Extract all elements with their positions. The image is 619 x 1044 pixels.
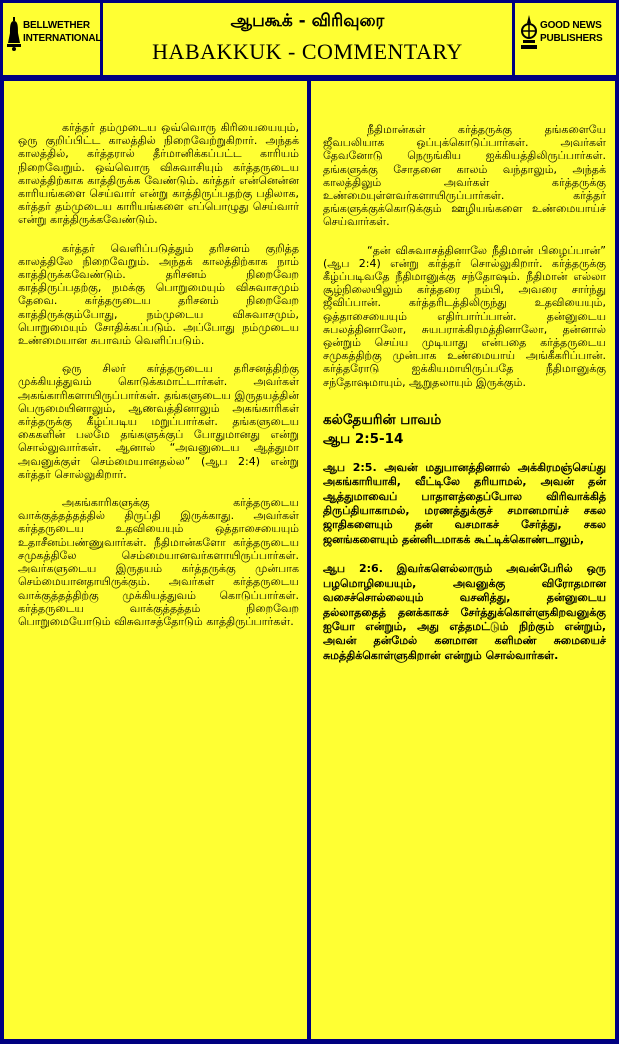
right-column — [311, 81, 615, 1039]
bellwether-logo — [3, 3, 103, 75]
paragraph: அகங்காரிகளுக்கு கர்த்தருடைய வாக்குத்தத்தத்தில் திருப்தி இருக்காது. அவர்கள் கர்த்தருடைய உதவியையும் ஒத்தாசையையும் உதாசீனம்பண்ணுவார்கள். நீதிமான்களோ கர்த்தருடைய சமுகத்திலே செம்மையானவர்களாயிருப்பார்கள். அவர்களுடைய இருதயம் கர்த்தருக்கு முன்பாக செம்மையானதாயிருக்கும். அவர்கள் கர்த்தருடைய வாக்குத்தத்திற்கு முக்கியத்துவம் கொடுப்பார்கள். கர்த்தருடைய வாக்குத்தத்தம் நிறைவேற பொறுமையோடும் விசுவாசத்தோடும் காத்திருப்பார்கள். — [18, 496, 299, 628]
paragraph: கர்த்தர் தம்முடைய ஒவ்வொரு கிரியையையும், ஒரு குறிப்பிட்ட காலத்தில் நிறைவேற்றுகிறார். அந்தக் காலத்தில், கர்த்தரால் தீர்மானிக்கப்பட்ட காரியம் நிறைவேறும். ஒவ்வொரு விசுவாசியும் கர்த்தருடைய காலத்திற்காக காத்திருக்க வேண்டும். கர்த்தர் என்னென்ன காரியங்களை செய்வார் என்று காத்திருப்பதற்கு பதிலாக, கர்த்தர் தம்முடைய காரியங்களை எப்பொழுது செய்வார் என்று காத்திருக்கவேண்டும். — [18, 121, 299, 227]
title-tamil: ஆபகூக் - விரிவுரை — [230, 11, 385, 31]
scripture-verse: ஆப 2:5. அவன் மதுபானத்தினால் அக்கிரமஞ்செய்து அகங்காரியாகி, வீட்டிலே தரியாமல், அவன் தன் ஆத்துமாவைப் பாதாளத்தைப்போல விரிவாக்கித் திருப்தியாகாமல், மரணத்துக்குச் சமானமாய்ச் சகல ஜாதிகளையும் தன் வசமாகச் சேர்த்து, சகல ஜனங்களையும் தன்னிடமாகக் கூட்டிக்கொண்டாலும், — [323, 460, 606, 546]
section-heading-reference: ஆப 2:5-14 — [323, 430, 404, 447]
paragraph: ஒரு சிலர் கர்த்தருடைய தரிசனத்திற்கு முக்கியத்துவம் கொடுக்கமாட்டார்கள். அவர்கள் அகங்காரிகளாயிருப்பார்கள். தங்களுடைய இருதயத்தின் பெருமையினாலும், ஆணவத்தினாலும் அகங்காரிகள் கர்த்தருக்கு கீழ்ப்படிய மறுப்பார்கள். தங்களுடைய கைகளின் பலமே தங்களுக்குப் போதுமானது என்று சொல்லுவார்கள். ஆனால் “அவனுடைய ஆத்துமா அவனுக்குள் செம்மையானதல்ல” (ஆப 2:4) என்று கர்த்தர் சொல்லுகிறார். — [18, 362, 299, 481]
bell-icon — [7, 17, 21, 51]
paragraph: “தன் விசுவாசத்தினாலே நீதிமான் பிழைப்பான்” (ஆப 2:4) என்று கர்த்தர் சொல்லுகிறார். கர்த்தருக்கு கீழ்ப்படிவதே நீதிமானுக்கு சந்தோஷம். நீதிமான் எல்லா சூழ்நிலையிலும் கர்த்தரை நம்பி, அவரை சார்ந்து ஜீவிப்பான். கர்த்தரிடத்திலிருந்து உதவியையும், ஒத்தாசையையும் எதிர்பார்ப்பான். தன்னுடைய சுபலத்தினாலோ, சுயபராக்கிரமத்தினாலோ, தன்னால் ஒன்றும் செய்ய முடியாது என்பதை கர்த்தருடைய சமுகத்திற்கு முன்பாக உண்மையாய் அங்கீகரிப்பான். கர்த்தரோடு ஐக்கியமாயிருப்பதே நீதிமானுக்கு சந்தோஷமாயும், ஆறுதலாயும் இருக்கும். — [323, 243, 606, 389]
logo-right-line1: GOOD NEWS — [540, 20, 602, 31]
logo-left-line1: BELLWETHER — [23, 20, 90, 31]
logo-left-line2: INTERNATIONAL — [23, 33, 102, 44]
title-english: HABAKKUK - COMMENTARY — [152, 39, 463, 64]
globe-icon — [521, 15, 537, 51]
page-header — [3, 3, 616, 75]
paragraph: கர்த்தர் வெளிப்படுத்தும் தரிசனம் குறித்த காலத்திலே நிறைவேறும். அந்தக் காலத்திற்காக நாம் காத்திருக்கவேண்டும். தரிசனம் நிறைவேற காத்திருப்பதற்கு, நமக்கு பொறுமையும் விசுவாசமும் தேவை. கர்த்தருடைய தரிசனம் நிறைவேற காத்திருக்கும்போது, நம்முடைய விசுவாசமும், பொறுமையும் சோதிக்கப்படும். அப்போது நம்முடைய உண்மையான சுபாவம் வெளிப்படும். — [18, 241, 299, 348]
scripture-verse: ஆப 2:6. இவர்களெல்லாரும் அவன்பேரில் ஒரு பழமொழியையும், அவனுக்கு விரோதமான வசைச்சொல்லையும் வசனித்து, தன்னுடைய தல்லாததைத் தனக்காகச் சேர்த்துக்கொள்ளுகிறவனுக்கு ஐயோ என்றும், அது எத்தமட்டும் நிற்கும் என்றும், அவன் தன்மேல் கனமான களிமண் சுமையைச் சுமத்திக்கொள்ளுகிறான் என்றும் சொல்வார்கள். — [323, 562, 606, 662]
section-heading — [323, 411, 606, 449]
good-news-logo — [512, 3, 616, 75]
left-column — [4, 81, 307, 1039]
logo-right-line2: PUBLISHERS — [540, 33, 603, 44]
paragraph: நீதிமான்கள் கர்த்தருக்கு தங்களையே ஜீவபலியாக ஒப்புக்கொடுப்பார்கள். அவர்கள் தேவனோடு நெருங்கிய ஐக்கியத்திலிருப்பார்கள். தங்களுக்கு சோதனை காலம் வந்தாலும், அந்தக் காலத்திலும் அவர்கள் கர்த்தருக்கு உண்மையுள்ளவர்களாயிருப்பார்கள். கர்த்தர் தங்களுக்குக்கொடுக்கும் ஊழியங்களை உண்மையாய்ச் செய்வார்கள். — [323, 123, 606, 229]
title-area — [106, 3, 509, 75]
section-heading-title: கல்தேயரின் பாவம் — [323, 411, 442, 428]
